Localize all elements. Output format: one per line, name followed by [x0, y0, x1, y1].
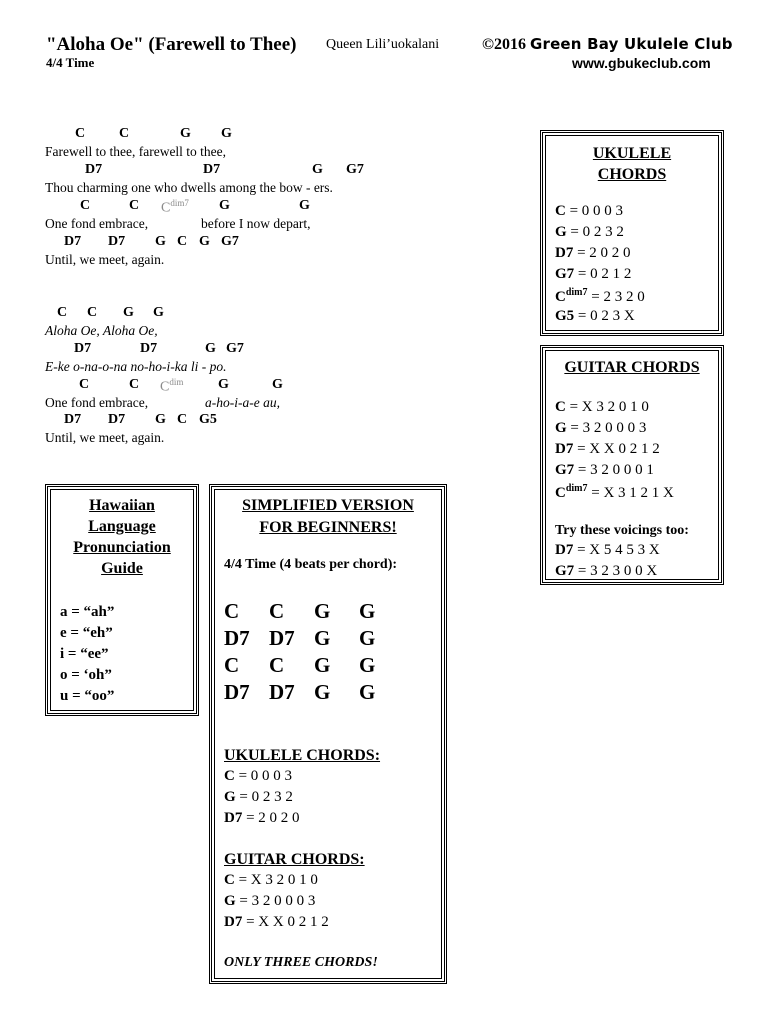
lyric-line: E-ke o-na-o-na no-ho-i-ka li - po. — [45, 359, 227, 374]
chord-fingering: G = 0 2 3 2 — [555, 224, 624, 240]
pronunciation-item: u = “oo” — [60, 688, 115, 704]
chord: G — [123, 305, 134, 320]
chord: G — [155, 412, 166, 427]
simplified-subtitle: 4/4 Time (4 beats per chord): — [224, 557, 398, 572]
pronunciation-item: i = “ee” — [60, 646, 109, 662]
pronunciation-guide — [45, 484, 199, 716]
chord-grid-row: C C G G — [224, 599, 376, 623]
chord: C — [57, 305, 68, 320]
chord: C — [119, 126, 130, 141]
guitar-chords-box — [540, 345, 724, 585]
chord: G — [312, 162, 323, 177]
ukulele-chords-box — [540, 130, 724, 336]
chord: G5 — [199, 412, 217, 427]
pronunciation-title: Hawaiian Language Pronunciation Guide — [73, 497, 171, 577]
chord-fingering: G = 0 2 3 2 — [224, 789, 293, 805]
chord: G7 — [346, 162, 364, 177]
chord-fingering: D7 = 2 0 2 0 — [555, 245, 631, 261]
chord: D7 — [64, 234, 82, 249]
chord-fingering: D7 = X X 0 2 1 2 — [224, 914, 329, 930]
chord-fingering: D7 = 2 0 2 0 — [224, 810, 300, 826]
lyric-line: Farewell to thee, farewell to thee, — [45, 144, 227, 159]
chord: C — [79, 377, 90, 392]
chord-fingering: C = 0 0 0 3 — [224, 768, 293, 784]
chord-grid-row: D7 D7 G G — [224, 626, 376, 650]
pronunciation-item: a = “ah” — [60, 604, 115, 620]
chord: D7 — [203, 162, 221, 177]
chord: C — [87, 305, 98, 320]
chord-grid-row: D7 D7 G G — [224, 680, 376, 704]
dim-chord: $C^{dim7}$ — [161, 198, 189, 216]
chord: D7 — [85, 162, 103, 177]
lyric-line: Until, we meet, again. — [45, 252, 165, 267]
chord: G — [299, 198, 310, 213]
lyric-line: before I now depart, — [201, 216, 311, 231]
simplified-title-2: FOR BEGINNERS! — [259, 519, 397, 536]
chord-fingering: C = 0 0 0 3 — [555, 203, 624, 219]
chord: G — [218, 377, 229, 392]
song-author: Queen Lili’uokalani — [326, 37, 440, 52]
chord-fingering: G5 = 0 2 3 X — [555, 308, 635, 324]
chord: G7 — [221, 234, 239, 249]
chord: G — [221, 126, 232, 141]
song-title: "Aloha Oe" (Farewell to Thee) — [46, 34, 297, 55]
lyric-line: a-ho-i-a-e au, — [205, 395, 280, 410]
simplified-ukulele-heading: UKULELE CHORDS: — [224, 747, 381, 764]
chord: G — [155, 234, 166, 249]
chord-fingering: D7 = X 5 4 5 3 X — [555, 542, 660, 558]
guitar-chords-title: GUITAR CHORDS — [564, 359, 700, 376]
chord-fingering: G7 = 3 2 0 0 0 1 — [555, 462, 654, 478]
chord-fingering: C = X 3 2 0 1 0 — [224, 872, 318, 888]
ukulele-chords-title: UKULELE CHORDS — [592, 145, 672, 183]
chord: C — [75, 126, 86, 141]
chord: G — [153, 305, 164, 320]
chord: C — [80, 198, 91, 213]
copyright-prefix: ©2016 — [482, 36, 530, 53]
lyric-line: One fond embrace, — [45, 395, 149, 410]
simplified-title-1: SIMPLIFIED VERSION — [242, 497, 414, 514]
chord: D7 — [140, 341, 158, 356]
time-signature: 4/4 Time — [46, 55, 95, 70]
chord-fingering: G = 3 2 0 0 0 3 — [224, 893, 316, 909]
club-website: www.gbukeclub.com — [572, 55, 711, 71]
chord-fingering: $C^{dim7} = 2$ 3 2 0 — [555, 287, 645, 305]
chord: G — [199, 234, 210, 249]
chord: G — [180, 126, 191, 141]
pronunciation-item: e = “eh” — [60, 625, 113, 641]
simplified-guitar-heading: GUITAR CHORDS: — [224, 851, 365, 868]
lyric-line: One fond embrace, — [45, 216, 149, 231]
chord: D7 — [108, 412, 126, 427]
chord: D7 — [108, 234, 126, 249]
chord: C — [177, 234, 188, 249]
lyric-line: Thou charming one who dwells among the bow - ers. — [45, 180, 333, 195]
chord: G — [272, 377, 283, 392]
chord: C — [177, 412, 188, 427]
dim-chord: $C^{dim}$ — [160, 377, 184, 395]
chord: G — [219, 198, 230, 213]
simplified-note: ONLY THREE CHORDS! — [224, 955, 378, 970]
pronunciation-item: o = ‘oh” — [60, 667, 112, 683]
chord-fingering: G7 = 3 2 3 0 0 X — [555, 563, 658, 579]
chord-grid-row: C C G G — [224, 653, 376, 677]
chord-fingering: C = X 3 2 0 1 0 — [555, 399, 649, 415]
chord: G — [205, 341, 216, 356]
chord: C — [129, 198, 140, 213]
club-name: Green Bay Ukulele Club — [529, 35, 733, 53]
simplified-version — [209, 484, 447, 984]
chord: G7 — [226, 341, 244, 356]
lyric-line: Aloha Oe, Aloha Oe, — [45, 323, 158, 338]
voicings-label: Try these voicings too: — [555, 523, 689, 538]
chord-fingering: G = 3 2 0 0 0 3 — [555, 420, 647, 436]
chord-fingering: G7 = 0 2 1 2 — [555, 266, 632, 282]
chord: D7 — [64, 412, 82, 427]
copyright — [482, 35, 733, 54]
lyric-line: Until, we meet, again. — [45, 430, 165, 445]
chord: D7 — [74, 341, 92, 356]
chord: C — [129, 377, 140, 392]
chord-fingering: D7 = X X 0 2 1 2 — [555, 441, 660, 457]
chord-fingering: $C^{dim7} = X$ 3 1 2 1 X — [555, 483, 674, 501]
